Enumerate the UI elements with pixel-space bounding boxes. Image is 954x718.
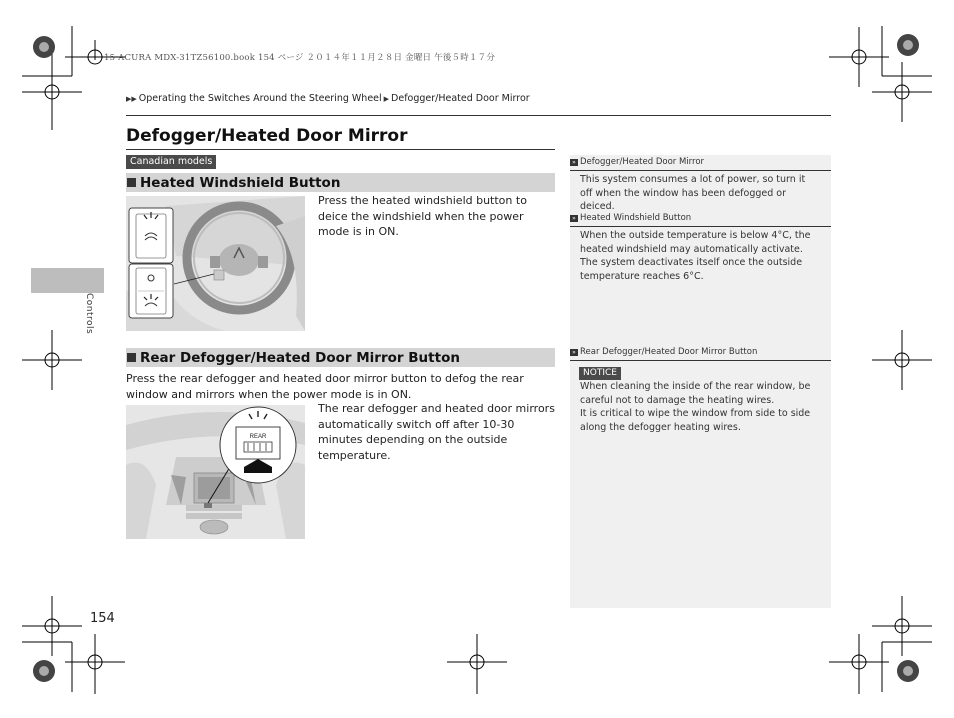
breadcrumb-current: Defogger/Heated Door Mirror (391, 93, 530, 104)
breadcrumb (126, 93, 530, 104)
rear-button-label: REAR (249, 434, 267, 440)
note-heading-rear-defogger (570, 347, 831, 357)
top-divider (126, 115, 831, 116)
breadcrumb-separator-icon: ▶ (383, 94, 390, 103)
title-divider (126, 149, 555, 150)
page-number: 154 (90, 611, 115, 626)
chapter-label: Controls (84, 293, 94, 335)
note-heading-text: Heated Windshield Button (580, 213, 692, 223)
chapter-tab (31, 268, 104, 293)
note-arrow-icon: » (570, 349, 578, 356)
rear-defogger-description-2: The rear defogger and heated door mirrors automatically switch off after 10-30 minutes depending on the outside temperature. (318, 402, 555, 462)
note-arrow-icon: » (570, 159, 578, 166)
section-heading-heated-windshield (126, 173, 555, 192)
note-divider (570, 226, 831, 227)
note-arrow-icon: » (570, 215, 578, 222)
breadcrumb-arrow-icon: ▶▶ (126, 94, 137, 103)
center-console-illustration (126, 405, 305, 539)
section-heading-rear-defogger (126, 348, 555, 367)
rear-defogger-figure (126, 405, 305, 539)
section-heading-text: Heated Windshield Button (140, 174, 341, 191)
note-heading-heated-windshield (570, 213, 831, 223)
heated-windshield-figure (126, 196, 305, 331)
section-square-icon (127, 178, 136, 187)
note-divider (570, 170, 831, 171)
note-heading-text: Rear Defogger/Heated Door Mirror Button (580, 347, 758, 357)
section-square-icon (127, 353, 136, 362)
note-text-rear-defogger: When cleaning the inside of the rear window, be careful not to damage the heating wires. It is critical to wipe the window from side to side along the defogger heating wires. (580, 381, 811, 433)
region-badge: Canadian models (126, 155, 216, 169)
print-header: 15 ACURA MDX-31TZ56100.book 154 ページ ２０１４年１１月２８日 金曜日 午後５時１７分 (104, 53, 496, 63)
note-heading-defogger (570, 157, 831, 167)
heated-windshield-description: Press the heated windshield button to deice the windshield when the power mode is in ON. (318, 194, 527, 238)
note-heading-text: Defogger/Heated Door Mirror (580, 157, 705, 167)
note-divider (570, 360, 831, 361)
section-heading-text: Rear Defogger/Heated Door Mirror Button (140, 349, 460, 366)
note-text-heated-windshield: When the outside temperature is below 4°C, the heated windshield may automatically activate. The system deactivates itself once the outside temperature reaches 6°C. (580, 230, 811, 282)
notice-badge: NOTICE (579, 367, 621, 380)
rear-defogger-description-1: Press the rear defogger and heated door mirror button to defog the rear window and mirrors when the power mode is in ON. (126, 372, 524, 401)
page-title: Defogger/Heated Door Mirror (126, 126, 408, 146)
note-text-defogger: This system consumes a lot of power, so turn it off when the window has been defogged or deiced. (580, 174, 806, 212)
breadcrumb-parent-link[interactable]: Operating the Switches Around the Steering Wheel (138, 93, 382, 104)
dashboard-steering-illustration (126, 196, 305, 331)
